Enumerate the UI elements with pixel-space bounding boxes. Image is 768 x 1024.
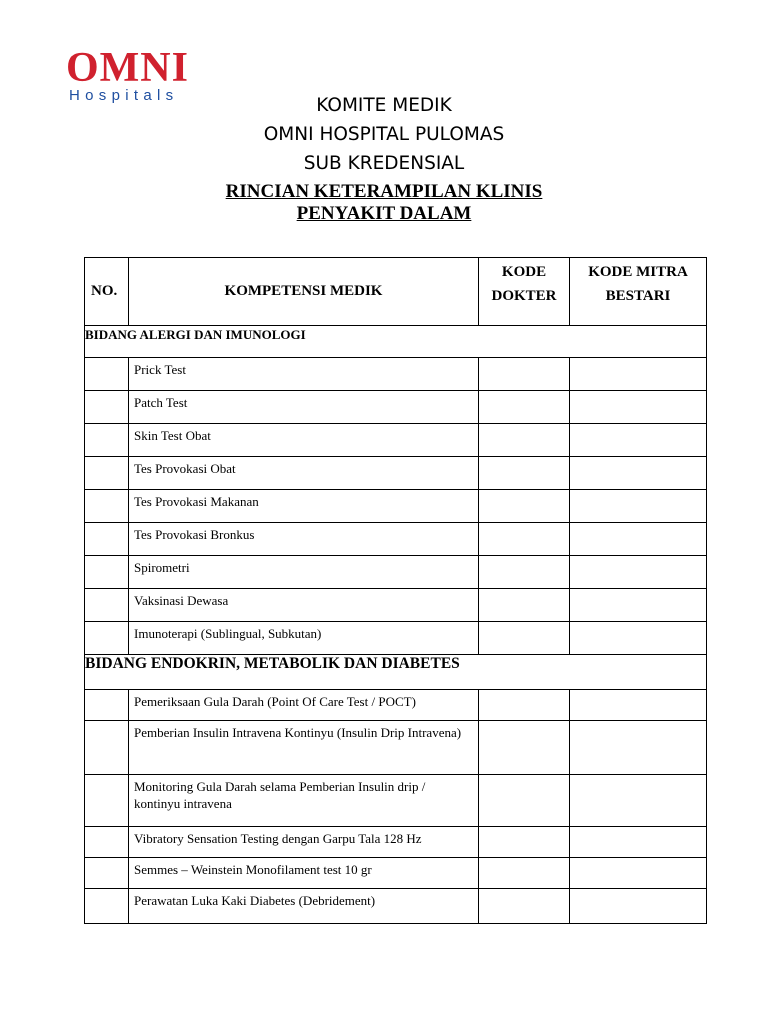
- section-row: [85, 326, 707, 358]
- kode-mitra-cell[interactable]: [570, 490, 707, 523]
- no-cell[interactable]: [85, 391, 129, 424]
- no-cell[interactable]: [85, 589, 129, 622]
- kode-dokter-cell[interactable]: [479, 358, 570, 391]
- competency-cell: Imunoterapi (Sublingual, Subkutan): [129, 622, 479, 655]
- document-header: [0, 91, 768, 225]
- competency-table: [84, 257, 707, 924]
- kode-mitra-cell[interactable]: [570, 690, 707, 721]
- table-row: [85, 858, 707, 889]
- no-cell[interactable]: [85, 622, 129, 655]
- column-header-no: NO.: [85, 258, 129, 326]
- kode-dokter-cell[interactable]: [479, 622, 570, 655]
- competency-cell: Perawatan Luka Kaki Diabetes (Debridement): [129, 889, 479, 924]
- header-committee: KOMITE MEDIK: [316, 95, 452, 116]
- no-cell[interactable]: [85, 523, 129, 556]
- kode-dokter-cell[interactable]: [479, 858, 570, 889]
- competency-cell: Tes Provokasi Bronkus: [129, 523, 479, 556]
- kode-dokter-cell[interactable]: [479, 775, 570, 827]
- kode-mitra-line-2: BESTARI: [605, 288, 671, 304]
- kode-mitra-cell[interactable]: [570, 523, 707, 556]
- kode-dokter-cell[interactable]: [479, 424, 570, 457]
- kode-mitra-cell[interactable]: [570, 622, 707, 655]
- kode-dokter-cell[interactable]: [479, 523, 570, 556]
- table-row: [85, 391, 707, 424]
- competency-cell: Pemberian Insulin Intravena Kontinyu (Insulin Drip Intravena): [129, 721, 479, 775]
- no-cell[interactable]: [85, 827, 129, 858]
- document-title-line-2: PENYAKIT DALAM: [296, 203, 472, 224]
- no-cell[interactable]: [85, 358, 129, 391]
- kode-mitra-cell[interactable]: [570, 889, 707, 924]
- table-row: [85, 589, 707, 622]
- kode-dokter-cell[interactable]: [479, 889, 570, 924]
- logo-subtitle: Hospitals: [69, 87, 179, 104]
- table-row: [85, 424, 707, 457]
- column-header-kode-dokter: [479, 258, 570, 326]
- table-header-row: [85, 258, 707, 326]
- no-cell[interactable]: [85, 490, 129, 523]
- document-title-line-1: RINCIAN KETERAMPILAN KLINIS: [225, 181, 543, 202]
- table-row: [85, 622, 707, 655]
- kode-dokter-cell[interactable]: [479, 556, 570, 589]
- no-cell[interactable]: [85, 690, 129, 721]
- table-row: [85, 556, 707, 589]
- no-cell[interactable]: [85, 457, 129, 490]
- table-row: [85, 358, 707, 391]
- kode-mitra-line-1: KODE MITRA: [588, 264, 688, 280]
- kode-mitra-cell[interactable]: [570, 827, 707, 858]
- table-row: [85, 775, 707, 827]
- kode-dokter-cell[interactable]: [479, 721, 570, 775]
- kode-mitra-cell[interactable]: [570, 556, 707, 589]
- kode-mitra-cell[interactable]: [570, 775, 707, 827]
- competency-cell: Prick Test: [129, 358, 479, 391]
- table-row: [85, 457, 707, 490]
- section-title: BIDANG ENDOKRIN, METABOLIK DAN DIABETES: [85, 655, 707, 690]
- competency-cell: Tes Provokasi Obat: [129, 457, 479, 490]
- no-cell[interactable]: [85, 858, 129, 889]
- header-hospital: OMNI HOSPITAL PULOMAS: [263, 124, 505, 145]
- competency-cell: Tes Provokasi Makanan: [129, 490, 479, 523]
- no-cell[interactable]: [85, 424, 129, 457]
- header-subcommittee: SUB KREDENSIAL: [303, 153, 465, 174]
- competency-cell: Patch Test: [129, 391, 479, 424]
- competency-cell: Vibratory Sensation Testing dengan Garpu Tala 128 Hz: [129, 827, 479, 858]
- competency-cell: Spirometri: [129, 556, 479, 589]
- kode-mitra-cell[interactable]: [570, 424, 707, 457]
- table-row: [85, 827, 707, 858]
- kode-dokter-line-1: KODE: [501, 264, 547, 280]
- no-cell[interactable]: [85, 775, 129, 827]
- competency-cell: Semmes – Weinstein Monofilament test 10 gr: [129, 858, 479, 889]
- table-row: [85, 721, 707, 775]
- kode-mitra-cell[interactable]: [570, 589, 707, 622]
- kode-mitra-cell[interactable]: [570, 391, 707, 424]
- competency-cell: Skin Test Obat: [129, 424, 479, 457]
- kode-mitra-cell[interactable]: [570, 721, 707, 775]
- no-cell[interactable]: [85, 556, 129, 589]
- section-row: [85, 655, 707, 690]
- kode-dokter-cell[interactable]: [479, 589, 570, 622]
- column-header-kompetensi: KOMPETENSI MEDIK: [129, 258, 479, 326]
- kode-dokter-cell[interactable]: [479, 827, 570, 858]
- kode-dokter-cell[interactable]: [479, 457, 570, 490]
- no-cell[interactable]: [85, 889, 129, 924]
- kode-mitra-cell[interactable]: [570, 358, 707, 391]
- kode-mitra-cell[interactable]: [570, 457, 707, 490]
- competency-cell: Monitoring Gula Darah selama Pemberian Insulin drip / kontinyu intravena: [129, 775, 479, 827]
- competency-cell: Pemeriksaan Gula Darah (Point Of Care Test / POCT): [129, 690, 479, 721]
- table-row: [85, 690, 707, 721]
- kode-dokter-cell[interactable]: [479, 391, 570, 424]
- kode-dokter-line-2: DOKTER: [491, 288, 557, 304]
- column-header-kode-mitra: [570, 258, 707, 326]
- kode-mitra-cell[interactable]: [570, 858, 707, 889]
- no-cell[interactable]: [85, 721, 129, 775]
- logo-wordmark: OMNI: [66, 45, 189, 91]
- table-row: [85, 523, 707, 556]
- table-row: [85, 490, 707, 523]
- kode-dokter-cell[interactable]: [479, 690, 570, 721]
- section-title: BIDANG ALERGI DAN IMUNOLOGI: [85, 326, 707, 358]
- competency-cell: Vaksinasi Dewasa: [129, 589, 479, 622]
- kode-dokter-cell[interactable]: [479, 490, 570, 523]
- table-row: [85, 889, 707, 924]
